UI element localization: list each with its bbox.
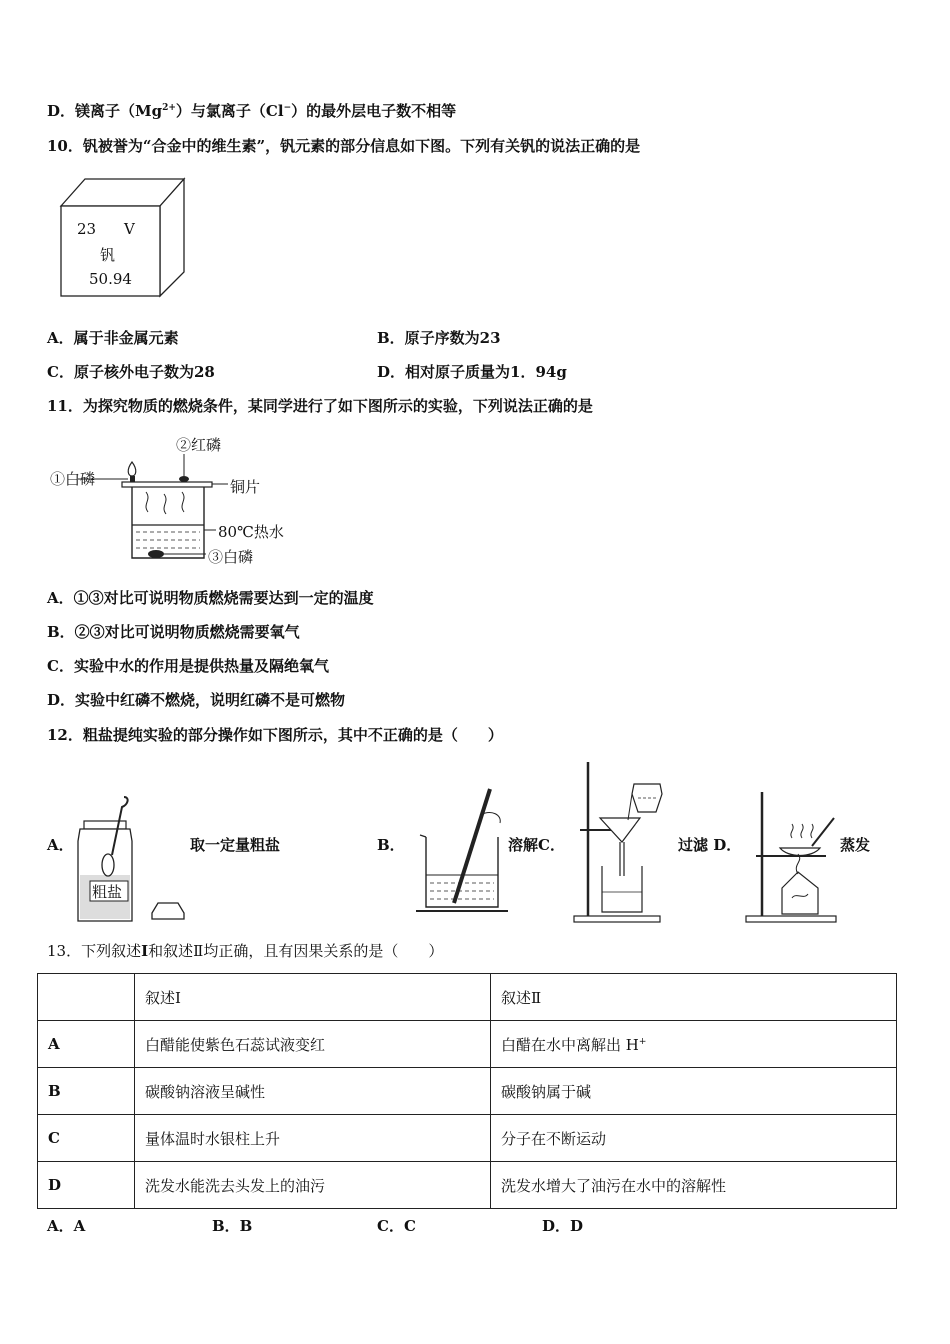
- evaporation-figure: [742, 788, 842, 924]
- q12-option-a-letter: A．: [47, 836, 74, 854]
- q13-stem-mid: 和叙述Ⅱ均正确，且有因果关系的是（ ）: [148, 942, 444, 960]
- q12-option-d-caption: 蒸发: [840, 836, 871, 854]
- table-header-statement-2: 叙述Ⅱ: [491, 974, 897, 1021]
- q10-option-d: D．相对原子质量为1．94g: [377, 363, 567, 381]
- table-cell-statement-2: 碳酸钠属于碱: [491, 1068, 897, 1115]
- table-row: [38, 1115, 897, 1162]
- table-cell-statement-1: 洗发水能洗去头发上的油污: [135, 1162, 491, 1209]
- dissolve-beaker-figure: [412, 785, 512, 917]
- q12-option-b-caption: 溶解C．: [508, 836, 565, 854]
- table-cell-statement-2: [491, 1021, 897, 1068]
- q13-stem: [47, 941, 443, 961]
- filtration-figure: [572, 758, 672, 924]
- table-cell-key: A: [38, 1021, 135, 1068]
- q9d-text-post: ）的最外层电子数不相等: [291, 102, 457, 120]
- q10-option-b: B．原子序数为23: [377, 329, 501, 347]
- q11-option-d: D．实验中红磷不燃烧，说明红磷不是可燃物: [47, 691, 346, 709]
- table-cell-statement-1: 白醋能使紫色石蕊试液变红: [135, 1021, 491, 1068]
- dissolving-beaker-icon: [412, 785, 512, 917]
- q9d-sup-cl: −: [283, 103, 292, 113]
- table-cell-key: C: [38, 1115, 135, 1162]
- label-white-phosphorus-1: ①白磷: [50, 470, 96, 488]
- q10-option-c: C．原子核外电子数为28: [47, 363, 215, 381]
- q13-option-b: B．B: [212, 1217, 253, 1235]
- filtration-setup-icon: [572, 758, 672, 924]
- table-header-statement-1: 叙述I: [135, 974, 491, 1021]
- q12-option-c-caption: 过滤 D．: [678, 836, 742, 854]
- salt-jar-label: 粗盐: [92, 883, 123, 901]
- q13-table: [37, 973, 897, 1209]
- table-cell-statement-1: 量体温时水银柱上升: [135, 1115, 491, 1162]
- table-cell-key: B: [38, 1068, 135, 1115]
- element-mass: 50.94: [89, 270, 132, 288]
- salt-jar-spoon-icon: [72, 795, 192, 925]
- q13-stem-pre: 13．下列叙述: [47, 942, 142, 960]
- salt-jar-figure: [72, 795, 192, 925]
- table-row: [38, 1021, 897, 1068]
- q10-stem: 10．钒被誉为“合金中的维生素”，钒元素的部分信息如下图。下列有关钒的说法正确的是: [47, 137, 641, 155]
- label-white-phosphorus-3: ③白磷: [208, 548, 254, 566]
- table-cell-statement-2: 洗发水增大了油污在水中的溶解性: [491, 1162, 897, 1209]
- q10-option-a: A．属于非金属元素: [47, 329, 179, 347]
- q13-option-a: A．A: [47, 1217, 86, 1235]
- table-header-key: [38, 974, 135, 1021]
- table-row: [38, 1162, 897, 1209]
- q9d-text-pre: D．镁离子（Mg: [47, 102, 163, 120]
- element-cell-figure: [58, 176, 188, 298]
- table-cell-statement-1: 碳酸钠溶液呈碱性: [135, 1068, 491, 1115]
- q11-option-c: C．实验中水的作用是提供热量及隔绝氧气: [47, 657, 329, 675]
- q9-option-d: [47, 101, 456, 121]
- element-symbol: V: [124, 220, 135, 238]
- q12-option-b-letter: B．: [377, 836, 405, 854]
- q9d-text-mid: ）与氯离子（Cl: [175, 102, 284, 120]
- label-hot-water: 80℃热水: [218, 523, 284, 541]
- q11-stem: 11．为探究物质的燃烧条件，某同学进行了如下图所示的实验，下列说法正确的是: [47, 397, 593, 415]
- table-row: [38, 1068, 897, 1115]
- element-name: 钒: [100, 246, 116, 264]
- evaporation-setup-icon: [742, 788, 842, 924]
- q11-option-b: B．②③对比可说明物质燃烧需要氧气: [47, 623, 300, 641]
- table-cell-key: D: [38, 1162, 135, 1209]
- combustion-experiment-figure: [48, 430, 288, 575]
- label-red-phosphorus-2: ②红磷: [176, 436, 222, 454]
- table-cell-sup: +: [638, 1036, 647, 1047]
- q12-stem: 12．粗盐提纯实验的部分操作如下图所示，其中不正确的是（ ）: [47, 726, 503, 744]
- table-cell-statement-2: 分子在不断运动: [491, 1115, 897, 1162]
- q9d-sup-mg: 2+: [162, 103, 176, 113]
- q13-option-c: C．C: [377, 1217, 416, 1235]
- q12-option-a-caption: 取一定量粗盐: [190, 836, 281, 854]
- q13-stem-i: I: [141, 942, 149, 960]
- q11-option-a: A．①③对比可说明物质燃烧需要达到一定的温度: [47, 589, 374, 607]
- table-header-row: [38, 974, 897, 1021]
- q13-option-d: D．D: [542, 1217, 584, 1235]
- label-copper-plate: 铜片: [230, 478, 261, 496]
- element-number: 23: [77, 220, 97, 238]
- table-cell-text: 白醋在水中离解出 H: [501, 1035, 639, 1054]
